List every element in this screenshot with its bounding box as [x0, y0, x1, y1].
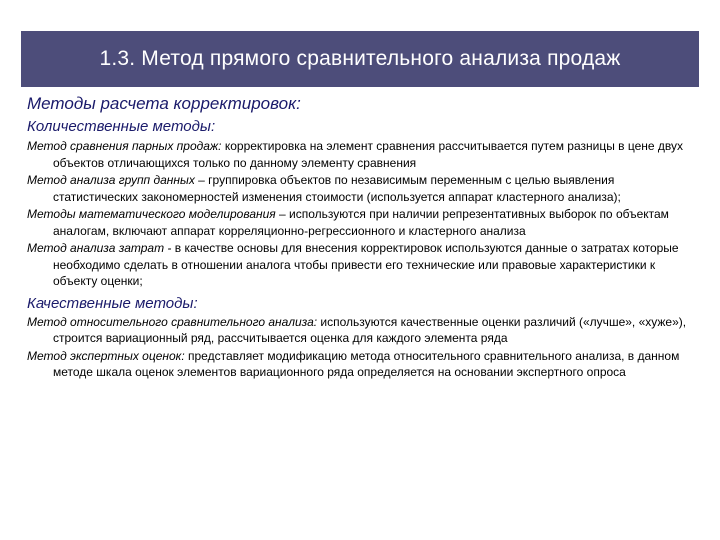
page-title: 1.3. Метод прямого сравнительного анализа продаж [99, 47, 621, 70]
method-description: корректировка на элемент сравнения рассчитывается путем разницы в цене двух объектов отличающихся только по данному элементу сравнения [53, 139, 684, 170]
heading-adjustment-methods: Методы расчета корректировок: [27, 94, 301, 113]
method-description: – группировка объектов по независимым переменным с целью выявления статистических закономерностей изменения стоимости (используется аппарат кластерного анализа); [53, 173, 621, 204]
list-item [27, 138, 697, 171]
title-bar [21, 31, 699, 87]
list-item [27, 240, 697, 290]
list-item [27, 348, 697, 381]
method-term: Метод анализа групп данных [27, 173, 195, 187]
list-item [27, 314, 697, 347]
method-description: используются качественные оценки различий («лучше», «хуже»), строится вариационный ряд, рассчитывается оценка для каждого элемента ряда [53, 314, 687, 345]
heading-quantitative-methods: Количественные методы: [27, 118, 216, 135]
method-term: Методы математического моделирования [27, 207, 276, 221]
method-description: представляет модификацию метода относительного сравнительного анализа, в данном методе шкала оценок элементов вариационного ряда определяется на основании экспертного опроса [53, 348, 680, 379]
method-term: Метод сравнения парных продаж: [27, 139, 222, 153]
content-area [27, 94, 697, 382]
list-item [27, 172, 697, 205]
list-item [27, 206, 697, 239]
method-term: Метод анализа затрат - [27, 241, 172, 255]
method-description: – используются при наличии репрезентативных выборок по объектам аналогам, включают аппарат корреляционно-регрессионного и кластерного анализа [53, 207, 669, 238]
heading-qualitative-methods: Качественные методы: [27, 294, 198, 312]
method-term: Метод относительного сравнительного анализа: [27, 314, 318, 329]
method-term: Метод экспертных оценок: [27, 348, 185, 363]
method-description: в качестве основы для внесения корректировок используются данные о затратах которые необходимо сделать в отношении аналога чтобы привести его технические или правовые характеристики к объекту оценки; [53, 241, 679, 288]
